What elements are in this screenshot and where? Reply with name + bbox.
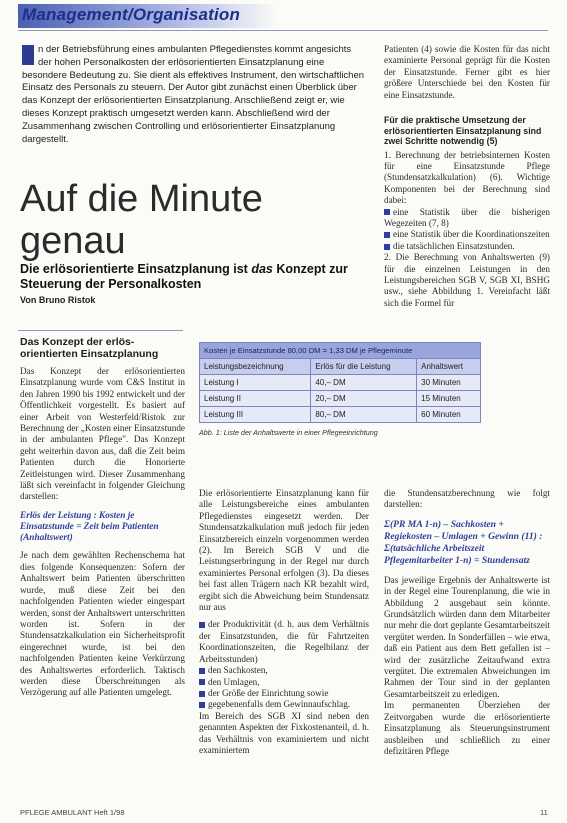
step-1-bullet: eine Statistik über die Koordinationszeiten xyxy=(384,229,550,240)
section-title: Management/Organisation xyxy=(22,5,241,24)
table-cell: 60 Minuten xyxy=(417,407,481,423)
step-2: 2. Die Berechnung von Anhaltswerten (9) für die einzelnen Leistungen in den Leistungsbereichen SGB V, SGB XI, BSHG usw., siehe Abbildung 1. Vereinfacht läßt sich die Formel für xyxy=(384,252,550,308)
author-byline: Von Bruno Ristok xyxy=(20,295,96,305)
section-header-band xyxy=(18,4,278,28)
page-number: 11 xyxy=(540,808,548,817)
table-row xyxy=(200,407,481,423)
concept-heading: Das Konzept der erlös-orientierten Einsatzplanung xyxy=(20,336,159,360)
table-cell: Leistung II xyxy=(200,391,311,407)
middle-bullet: den Sachkosten, xyxy=(199,665,369,676)
article-headline xyxy=(20,178,380,262)
anhaltswert-table xyxy=(199,342,481,423)
middle-bullet: gegebenenfalls dem Gewinnaufschlag. xyxy=(199,699,369,710)
right-bottom-column xyxy=(384,488,550,757)
table-cell: 80,– DM xyxy=(311,407,417,423)
table-cell: 40,– DM xyxy=(311,375,417,391)
step-1-bullet: die tatsächlichen Einsatzstunden. xyxy=(384,241,550,252)
drop-cap xyxy=(22,45,34,65)
article-subtitle xyxy=(20,262,380,292)
middle-bullet: den Umlagen, xyxy=(199,677,369,688)
right-paragraph-2: Im permanenten Überziehen der Zeitvorgaben wurde die erlösorientierte Einsatzplanung als Steuerungsinstrument ausbleiben und schließlich zu einer defizitären Pflege xyxy=(384,700,550,756)
stundensatz-formula: Σ(PR MA 1-n) – Sachkosten + Regiekosten – Umlagen + Gewinn (11) : Σ(tatsächliche Arbeitszeit Pflegemitarbeiter 1-n) = Stundensatz xyxy=(384,518,543,566)
formula-intro: die Stundensatzberechnung wie folgt darstellen: xyxy=(384,488,550,510)
right-top-paragraph: Patienten (4) sowie die Kosten für das nicht examinierte Personal geprägt für die Kosten der Einsatzstunde. Ferner gibt es hier größere Unterschiede bei den Kosten für eine Einsatzstunde. xyxy=(384,44,550,100)
middle-paragraph-2: Im Bereich des SGB XI sind neben den genannten Aspekten der Fixkostenanteil, d. h. das Verhältnis von examiniertem und nicht examiniertem xyxy=(199,710,369,755)
headline-line-2: genau xyxy=(20,220,126,262)
table-title: Kosten je Einsatzstunde 80,00 DM = 1,33 DM je Pflegeminute xyxy=(200,343,481,359)
footer-publication: PFLEGE AMBULANT Heft 1/98 xyxy=(20,808,125,817)
figure-1 xyxy=(199,342,499,437)
table-cell: 30 Minuten xyxy=(417,375,481,391)
middle-bullet: der Produktivität (d. h. aus dem Verhältnis der Einsatzstunden, die für Fahrtzeiten Koordinationszeiten, die Regelbilanz der Arbeitsstunden) xyxy=(199,619,369,664)
subtitle-part-1: Die erlösorientierte Einsatzplanung ist xyxy=(20,262,252,276)
table-cell: 15 Minuten xyxy=(417,391,481,407)
table-cell: 20,– DM xyxy=(311,391,417,407)
column-rule xyxy=(18,330,183,331)
table-header-cell: Anhaltswert xyxy=(417,359,481,375)
step-1: 1. Berechnung der betriebsinternen Kosten für eine Einsatzstunde Pflege (Stundensatzkalkulation) (6). Wichtige Komponenten bei der Berechnung sind dabei: xyxy=(384,149,550,206)
formula-heading: Erlös der Leistung : Kosten je Einsatzstunde = Zeit beim Patienten (Anhaltswert) xyxy=(20,510,159,544)
header-rule xyxy=(18,30,548,31)
table-cell: Leistung I xyxy=(200,375,311,391)
steps-heading: Für die praktische Umsetzung der erlösorientierten Einsatzplanung sind zwei Schritte notwendig (5) xyxy=(384,115,542,147)
table-header-row xyxy=(200,359,481,375)
step-1-bullet: eine Statistik über die bisherigen Wegezeiten (7, 8) xyxy=(384,206,550,228)
subtitle-emphasis: das xyxy=(251,262,273,276)
consequences-paragraph: Je nach dem gewählten Rechenschema hat dies folgende Konsequenzen: Sofern der Anhaltswert beim Patienten überschritten wurde, muß diese Zeit bei den nachfolgenden Patienten wieder eingespart werden, sonst der Anhaltswert unterschritten worden ist. Sofern in der Stundensatzkalkulation ein Sicherheitsprofit eingerechnet wurde, ist bei den nachfolgenden Patienten keine Verkürzung des Anhaltswertes erforderlich. Taktisch werden diese Überschreitungen als Verzögerung auf alle Patienten umgelegt. xyxy=(20,550,185,698)
right-paragraph-1: Das jeweilige Ergebnis der Anhaltswerte ist in der Regel eine Tourenplanung, die wie in Abbildung 2 ausgebaut sein könnte. Grundsätzlich würden dann dem Mitarbeiter nur mehr die dort geplante Gesamtarbeitszeit vergütet werden. In Sonderfällen – wie etwa, daß ein Patient aus dem Bett gefallen ist – wird der zusätzliche Zeitaufwand extra vergütet. Die extremalen Abweichungen im Rahmen der Tour sind in der geplanten Gesamtarbeitszeit zu erledigen. xyxy=(384,574,550,699)
middle-bullet: der Größe der Einrichtung sowie xyxy=(199,688,369,699)
middle-paragraph-1: Die erlösorientierte Einsatzplanung kann für alle Leistungsbereiche eines ambulanten Pflegedienstes eingesetzt werden. Der Stundensatzkalkulation muß jedoch für jeden Einsatzbereich einzeln vorgenommen werden (2). Im Bereich SGB V und die Leistungserbringung in der Regel nur durch examiniertes Personal erfolgen (3). Da dieses bei fast allen Trägern nach KR bezahlt wird, ergibt sich die Abweichung beim Stundensatz nur aus xyxy=(199,488,369,613)
headline-line-1: Auf die Minute xyxy=(20,178,263,220)
left-column xyxy=(20,336,185,699)
lead-text: n der Betriebsführung eines ambulanten Pflegedienstes kommt angesichts der hohen Personalkosten der erlösorientierten Einsatzplanung eine besondere Bedeutung zu. Sie dient als effektives Instrument, den wirtschaftlichen Einsatz des Personals zu steuern. Der Autor gibt zunächst einen Überblick über das Konzept der erlösorientierten Einsatzplanung. Anschließend zeigt er, wie dieses Konzept praktisch umgesetzt werden kann. Abschließend wird der Zusammenhang zwischen Controlling und erlösorientierter Einsatzplanung dargestellt. xyxy=(22,44,365,145)
table-row xyxy=(200,391,481,407)
right-top-column xyxy=(384,44,550,309)
table-header-cell: Erlös für die Leistung xyxy=(311,359,417,375)
table-row xyxy=(200,375,481,391)
concept-paragraph: Das Konzept der erlösorientierten Einsatzplanung wurde vom C&S Institut in den Jahren 1990 bis 1992 entwickelt und der Öffentlichkeit vorgestellt. Es basiert auf einer Arbeit von Westerfeld/Ristok zur Berechnung der „Kosten einer Einsatzstunde in der ambulanten Pflege". Das Konzept geht weiterhin davon aus, daß die Zeit beim Patienten durch die Honorierte Zeitleistungen wird. Dieser Zusammenhang läßt sich vereinfacht in folgender Gleichung darstellen: xyxy=(20,366,185,502)
lead-paragraph xyxy=(22,44,367,146)
table-header-cell: Leistungsbezeichnung xyxy=(200,359,311,375)
middle-column xyxy=(199,488,369,756)
figure-caption: Abb. 1: Liste der Anhaltswerte in einer Pflegeeinrichtung xyxy=(199,428,378,437)
subtitle-part-2: Konzept zur Steuerung der Personalkosten xyxy=(20,262,348,291)
table-cell: Leistung III xyxy=(200,407,311,423)
